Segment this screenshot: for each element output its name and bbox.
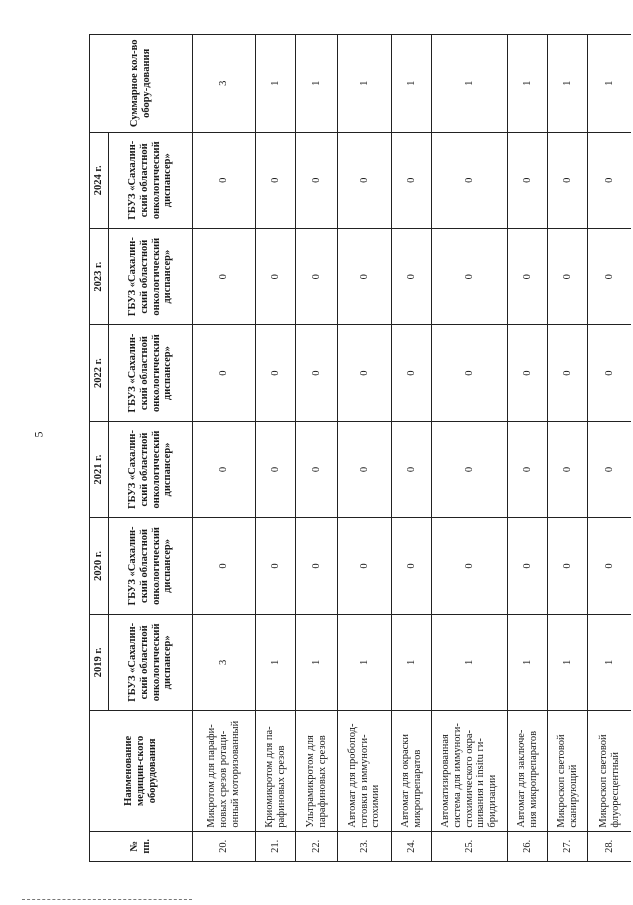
row-name: Микроскоп световой флуоресцентный xyxy=(588,711,632,832)
row-total: 1 xyxy=(548,35,588,133)
row-value: 0 xyxy=(193,325,256,421)
table-row xyxy=(508,35,548,862)
row-value: 1 xyxy=(548,614,588,710)
row-value: 0 xyxy=(256,325,296,421)
row-value: 0 xyxy=(193,228,256,324)
row-num: 26. xyxy=(508,831,548,861)
header-org: ГБУЗ «Сахалин-ский областной онкологический диспансер» xyxy=(109,518,193,614)
header-org: ГБУЗ «Сахалин-ский областной онкологический диспансер» xyxy=(109,228,193,324)
row-value: 0 xyxy=(548,228,588,324)
table-row xyxy=(256,35,296,862)
row-value: 1 xyxy=(508,614,548,710)
header-year: 2024 г. xyxy=(90,132,109,228)
row-value: 0 xyxy=(432,325,508,421)
row-value: 0 xyxy=(256,132,296,228)
row-total: 1 xyxy=(256,35,296,133)
table-frame xyxy=(89,34,631,862)
header-year: 2023 г. xyxy=(90,228,109,324)
row-value: 0 xyxy=(588,228,632,324)
row-value: 1 xyxy=(256,614,296,710)
row-value: 0 xyxy=(508,228,548,324)
row-value: 1 xyxy=(432,614,508,710)
row-value: 0 xyxy=(548,325,588,421)
table-row xyxy=(296,35,338,862)
row-value: 3 xyxy=(193,614,256,710)
row-value: 0 xyxy=(548,518,588,614)
header-year: 2022 г. xyxy=(90,325,109,421)
row-value: 0 xyxy=(338,421,392,517)
row-value: 0 xyxy=(296,518,338,614)
row-total: 1 xyxy=(588,35,632,133)
table-row xyxy=(338,35,392,862)
row-value: 0 xyxy=(392,518,432,614)
row-value: 0 xyxy=(548,421,588,517)
row-value: 0 xyxy=(548,132,588,228)
header-org: ГБУЗ «Сахалин-ский областной онкологический диспансер» xyxy=(109,614,193,710)
row-value: 0 xyxy=(338,518,392,614)
rotated-table-container xyxy=(89,34,631,862)
row-name: Автомат для пробопод-готовки в иммуноги-стохимии xyxy=(338,711,392,832)
row-num: 23. xyxy=(338,831,392,861)
row-value: 0 xyxy=(588,421,632,517)
row-value: 0 xyxy=(296,325,338,421)
header-org: ГБУЗ «Сахалин-ский областной онкологический диспансер» xyxy=(109,325,193,421)
row-value: 0 xyxy=(256,228,296,324)
row-value: 0 xyxy=(392,132,432,228)
header-org: ГБУЗ «Сахалин-ский областной онкологический диспансер» xyxy=(109,421,193,517)
table-row xyxy=(432,35,508,862)
row-value: 0 xyxy=(338,228,392,324)
row-name: Ультрамикротом для парафиновых срезов xyxy=(296,711,338,832)
row-value: 0 xyxy=(392,421,432,517)
row-value: 0 xyxy=(432,518,508,614)
row-value: 0 xyxy=(296,421,338,517)
row-value: 0 xyxy=(588,132,632,228)
row-value: 0 xyxy=(256,518,296,614)
row-value: 0 xyxy=(432,132,508,228)
row-value: 0 xyxy=(588,518,632,614)
table-row xyxy=(588,35,632,862)
row-name: Микроскоп световой сканирующий xyxy=(548,711,588,832)
row-num: 21. xyxy=(256,831,296,861)
row-value: 0 xyxy=(296,132,338,228)
row-total: 1 xyxy=(296,35,338,133)
row-value: 0 xyxy=(508,132,548,228)
row-name: Криомикротом для па-рафиновых срезов xyxy=(256,711,296,832)
row-total: 1 xyxy=(338,35,392,133)
row-value: 1 xyxy=(392,614,432,710)
row-value: 0 xyxy=(508,518,548,614)
row-value: 0 xyxy=(508,421,548,517)
row-value: 0 xyxy=(508,325,548,421)
row-name: Микротом для парафи-новых срезов ротаци-онный моторизованный xyxy=(193,711,256,832)
row-value: 0 xyxy=(338,325,392,421)
row-name: Автоматизированная система для иммуноги-стохимического окра-шивания и insitu ги-бридизации xyxy=(432,711,508,832)
row-total: 1 xyxy=(392,35,432,133)
row-num: 20. xyxy=(193,831,256,861)
row-value: 1 xyxy=(296,614,338,710)
row-value: 0 xyxy=(338,132,392,228)
row-num: 22. xyxy=(296,831,338,861)
row-value: 1 xyxy=(338,614,392,710)
row-value: 0 xyxy=(392,228,432,324)
header-num: № пп. xyxy=(90,831,193,861)
row-name: Автомат для заключе-ния микропрепаратов xyxy=(508,711,548,832)
row-value: 0 xyxy=(432,421,508,517)
table-row xyxy=(548,35,588,862)
equipment-table xyxy=(89,34,631,862)
footer-divider xyxy=(22,899,192,901)
row-total: 1 xyxy=(432,35,508,133)
row-name: Автомат для окраски микропрепаратов xyxy=(392,711,432,832)
row-num: 24. xyxy=(392,831,432,861)
header-name: Наименование медицин-ского оборудования xyxy=(90,711,193,832)
row-value: 0 xyxy=(588,325,632,421)
header-year: 2020 г. xyxy=(90,518,109,614)
row-value: 0 xyxy=(296,228,338,324)
row-num: 25. xyxy=(432,831,508,861)
row-value: 0 xyxy=(392,325,432,421)
row-num: 27. xyxy=(548,831,588,861)
table-row xyxy=(193,35,256,862)
row-value: 0 xyxy=(193,518,256,614)
row-value: 1 xyxy=(588,614,632,710)
table-row xyxy=(392,35,432,862)
row-total: 1 xyxy=(508,35,548,133)
row-num: 28. xyxy=(588,831,632,861)
row-value: 0 xyxy=(193,132,256,228)
header-total: Суммарное кол-во обору-дования xyxy=(90,35,193,133)
row-value: 0 xyxy=(193,421,256,517)
header-year: 2019 г. xyxy=(90,614,109,710)
row-value: 0 xyxy=(432,228,508,324)
header-org: ГБУЗ «Сахалин-ский областной онкологический диспансер» xyxy=(109,132,193,228)
row-value: 0 xyxy=(256,421,296,517)
page-number: 5 xyxy=(31,431,46,438)
row-total: 3 xyxy=(193,35,256,133)
header-year: 2021 г. xyxy=(90,421,109,517)
